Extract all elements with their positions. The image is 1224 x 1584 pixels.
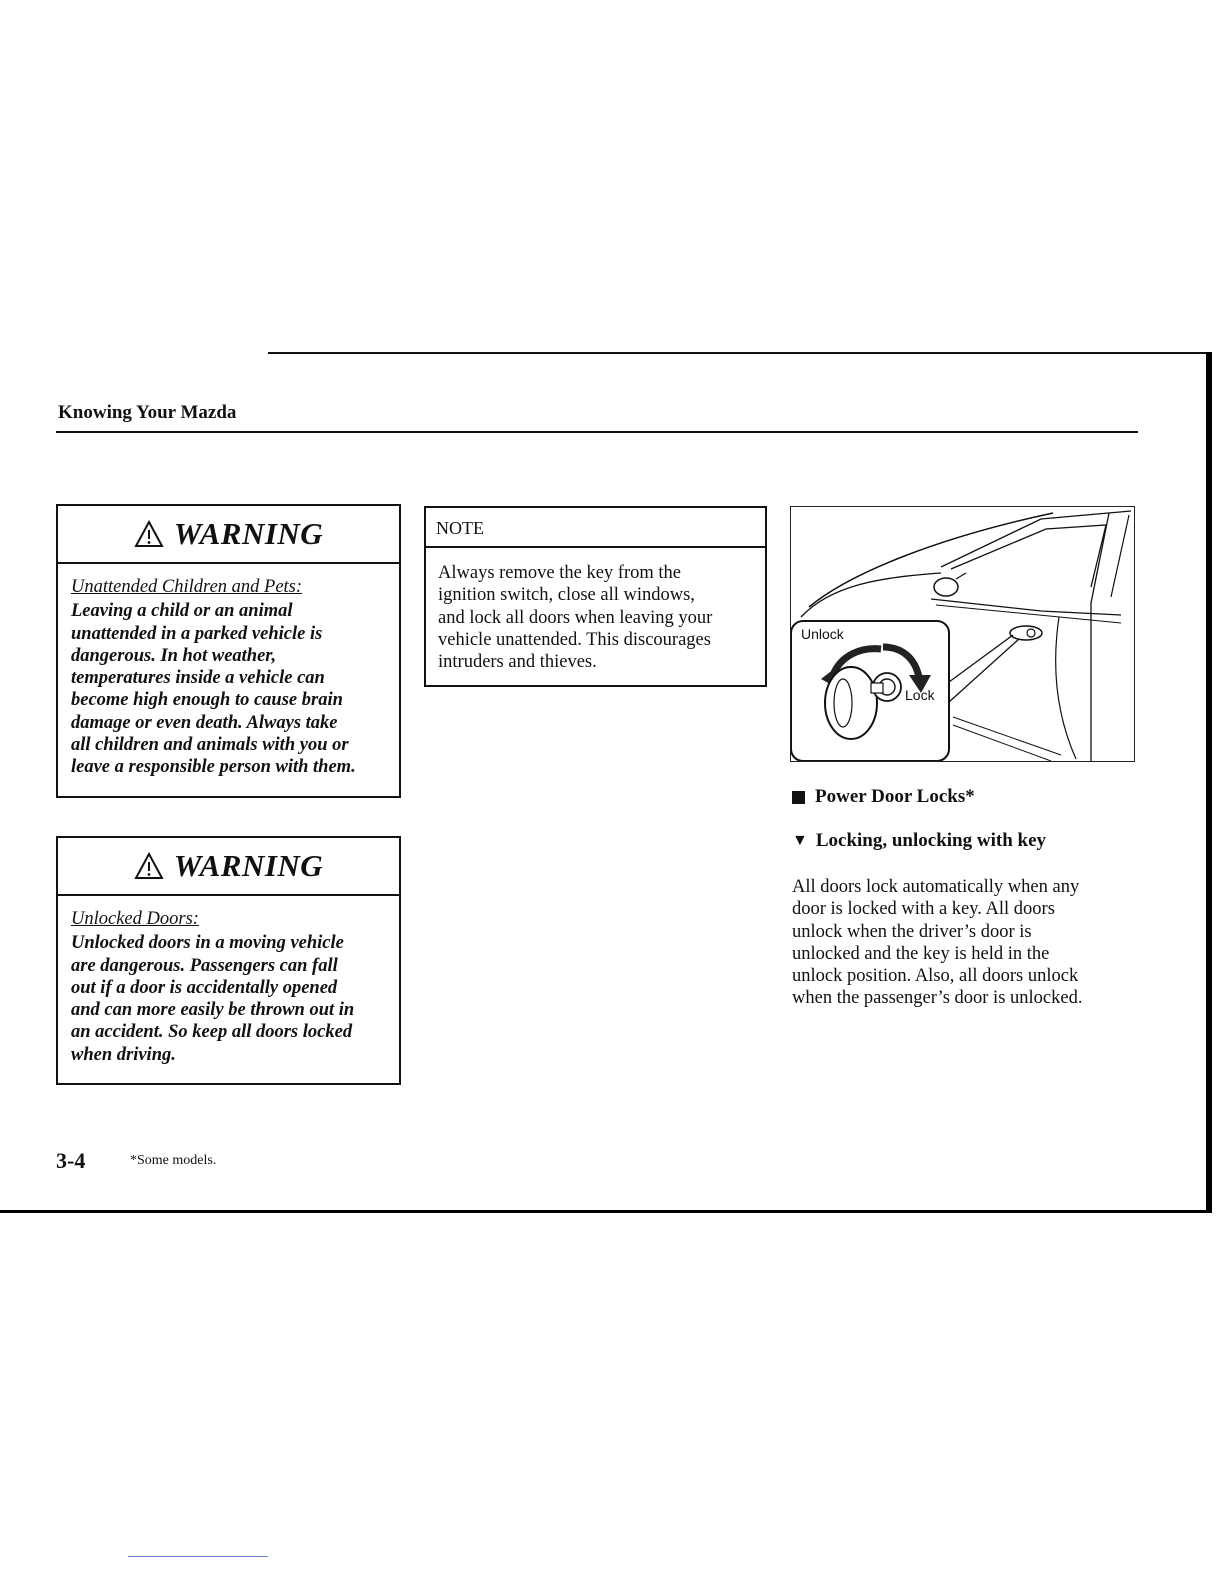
footnote: *Some models. <box>130 1153 217 1168</box>
subheading-text: Locking, unlocking with key <box>815 830 1047 851</box>
power-locks-body <box>792 876 1132 1010</box>
right-edge-bar <box>1206 352 1212 1213</box>
warning-line: damage or even death. Always take <box>71 712 338 733</box>
warning-triangle-icon <box>134 852 164 880</box>
section-rule <box>56 431 1138 433</box>
door-lock-illustration <box>790 506 1135 762</box>
bottom-rule <box>0 1210 1212 1213</box>
warning-body <box>58 564 399 779</box>
warning-body <box>58 896 399 1066</box>
warning-line: dangerous. In hot weather, <box>71 645 277 666</box>
locking-unlocking-subheading <box>792 830 1046 852</box>
bullet-square-icon <box>792 791 805 804</box>
warning-title: WARNING <box>173 848 324 883</box>
scan-artifact-line <box>128 1556 268 1557</box>
heading-text: Power Door Locks* <box>815 786 975 807</box>
warning-header <box>58 838 399 896</box>
body-line: unlock position. Also, all doors unlock <box>792 966 1079 987</box>
note-body <box>426 548 765 673</box>
note-line: and lock all doors when leaving your <box>438 607 713 628</box>
note-box <box>424 506 767 687</box>
warning-header <box>58 506 399 564</box>
triangle-down-icon: ▼ <box>792 832 808 849</box>
lock-label: Lock <box>905 687 935 703</box>
section-title: Knowing Your Mazda <box>58 402 237 423</box>
warning-line: an accident. So keep all doors locked <box>71 1022 353 1043</box>
note-title: NOTE <box>426 508 765 548</box>
body-line: unlock when the driver’s door is <box>792 921 1032 942</box>
page-number: 3-4 <box>56 1148 86 1173</box>
warning-box-children-pets <box>56 504 401 798</box>
warning-line: out if a door is accidentally opened <box>71 977 338 998</box>
body-line: when the passenger’s door is unlocked. <box>792 988 1083 1009</box>
warning-box-unlocked-doors <box>56 836 401 1085</box>
power-door-locks-heading <box>792 786 975 808</box>
warning-line: all children and animals with you or <box>71 735 349 756</box>
top-rule <box>268 352 1206 354</box>
warning-line: and can more easily be thrown out in <box>71 1000 355 1021</box>
note-line: Always remove the key from the <box>438 563 681 583</box>
body-line: All doors lock automatically when any <box>792 877 1080 897</box>
warning-line: when driving. <box>71 1044 176 1065</box>
unlock-label: Unlock <box>801 626 844 642</box>
body-line: unlocked and the key is held in the <box>792 943 1050 964</box>
warning-triangle-icon <box>134 520 164 548</box>
warning-line: unattended in a parked vehicle is <box>71 623 323 644</box>
note-line: intruders and thieves. <box>438 652 597 673</box>
warning-line: temperatures inside a vehicle can <box>71 668 325 689</box>
warning-line: Unlocked doors in a moving vehicle <box>71 933 344 954</box>
warning-title: WARNING <box>173 516 324 551</box>
warning-line: Leaving a child or an animal <box>71 601 293 622</box>
note-line: vehicle unattended. This discourages <box>438 629 711 650</box>
note-line: ignition switch, close all windows, <box>438 585 695 606</box>
warning-line: leave a responsible person with them. <box>71 757 356 778</box>
warning-line: are dangerous. Passengers can fall <box>71 955 338 976</box>
body-line: door is locked with a key. All doors <box>792 899 1055 920</box>
warning-subtitle: Unlocked Doors: <box>71 909 199 929</box>
warning-subtitle: Unattended Children and Pets: <box>71 577 303 597</box>
warning-line: become high enough to cause brain <box>71 690 343 711</box>
